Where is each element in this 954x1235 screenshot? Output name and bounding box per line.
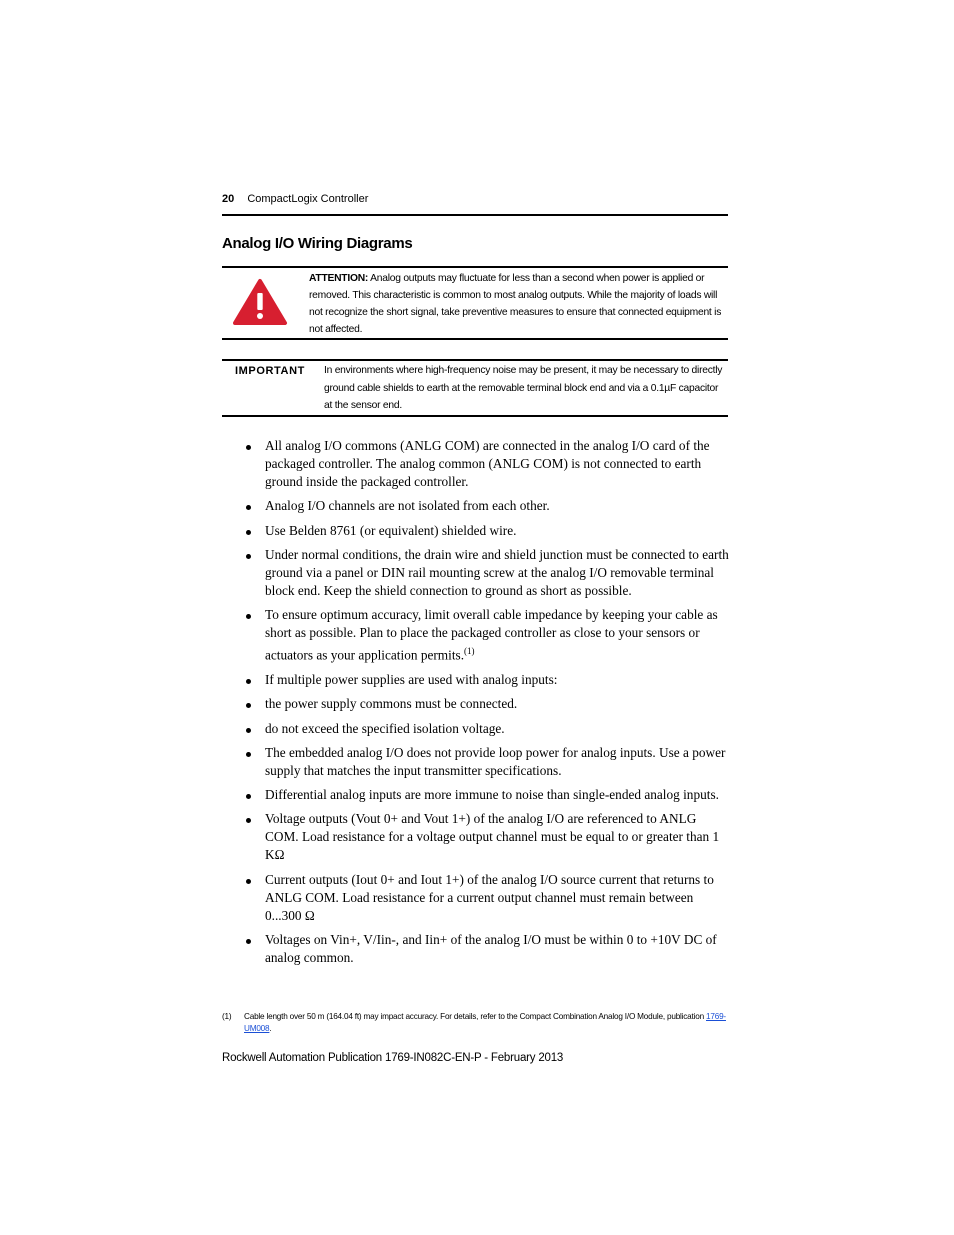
bullet-dot-icon — [246, 939, 251, 944]
bullet-dot-icon — [246, 879, 251, 884]
bullet-dot-icon — [246, 728, 251, 733]
list-item: Voltages on Vin+, V/Iin-, and Iin+ of the analog I/O must be within 0 to +10V DC of analog common. — [244, 931, 730, 967]
page-number: 20 — [222, 193, 235, 205]
list-item: To ensure optimum accuracy, limit overall cable impedance by keeping your cable as short as possible. Plan to place the packaged controller as close to your sensors or actuators as your application permits.$^{(1)}$ — [244, 606, 730, 664]
list-item: Under normal conditions, the drain wire and shield junction must be connected to earth ground via a panel or DIN rail mounting screw at the analog I/O removable terminal block end. Keep the shield connection to ground as short as possible. — [244, 546, 730, 600]
bullet-list — [244, 437, 730, 973]
list-item: The embedded analog I/O does not provide loop power for analog inputs. Use a power supply that matches the input transmitter specifications. — [244, 744, 730, 780]
bullet-dot-icon — [246, 752, 251, 757]
bullet-dot-icon — [246, 614, 251, 619]
section-title: Analog I/O Wiring Diagrams — [222, 235, 413, 252]
footnote-body: Cable length over 50 m (164.04 ft) may impact accuracy. For details, refer to the Compact Combination Analog I/O Module, publication 1769-UM008. — [244, 1012, 726, 1033]
bullet-dot-icon — [246, 679, 251, 684]
list-item: Use Belden 8761 (or equivalent) shielded wire. — [244, 522, 730, 540]
important-label: IMPORTANT — [235, 365, 305, 377]
attention-label: ATTENTION: — [309, 273, 369, 284]
list-item: the power supply commons must be connected. — [244, 695, 730, 713]
bullet-dot-icon — [246, 505, 251, 510]
list-item: Analog I/O channels are not isolated from each other. — [244, 497, 730, 515]
footnote — [222, 1011, 728, 1035]
list-item: All analog I/O commons (ANLG COM) are connected in the analog I/O card of the packaged controller. The analog common (ANLG COM) is not connected to earth ground inside the packaged controller. — [244, 437, 730, 491]
bullet-dot-icon — [246, 794, 251, 799]
attention-box — [222, 266, 728, 340]
attention-text — [309, 270, 723, 338]
header-rule — [222, 214, 728, 216]
list-item: Current outputs (Iout 0+ and Iout 1+) of the analog I/O source current that returns to ANLG COM. Load resistance for a current output channel must remain between 0...300 Ω — [244, 871, 730, 925]
important-box — [222, 359, 728, 417]
warning-triangle-icon — [232, 278, 288, 326]
publication-link[interactable]: 1769-UM008 — [244, 1012, 726, 1033]
important-text: In environments where high-frequency noise may be present, it may be necessary to directly ground cable shields to earth at the removable terminal block end and via a 0.1µF capacitor at the sensor end. — [324, 365, 723, 411]
list-item: Differential analog inputs are more immune to noise than single-ended analog inputs. — [244, 786, 730, 804]
attention-message: Analog outputs may fluctuate for less than a second when power is applied or removed. This characteristic is common to most analog outputs. While the majority of loads will not recognize the short signal, take preventive measures to ensure that connected equipment is not affected. — [309, 273, 722, 335]
publication-footer: Rockwell Automation Publication 1769-IN082C-EN-P - February 2013 — [222, 1052, 564, 1064]
list-item: Voltage outputs (Vout 0+ and Vout 1+) of the analog I/O are referenced to ANLG COM. Load resistance for a voltage output channel must be equal to or greater than 1 KΩ — [244, 810, 730, 864]
bullet-dot-icon — [246, 703, 251, 708]
list-item: do not exceed the specified isolation voltage. — [244, 720, 730, 738]
running-title: CompactLogix Controller — [247, 193, 369, 205]
footnote-text: Cable length over 50 m (164.04 ft) may impact accuracy. For details, refer to the Compact Combination Analog I/O Module, publication — [244, 1012, 707, 1021]
bullet-dot-icon — [246, 818, 251, 823]
bullet-dot-icon — [246, 554, 251, 559]
bullet-dot-icon — [246, 530, 251, 535]
running-header — [222, 193, 728, 205]
bullet-dot-icon — [246, 445, 251, 450]
footnote-ref[interactable]: (1) — [464, 646, 475, 657]
list-item: If multiple power supplies are used with analog inputs: — [244, 671, 730, 689]
footnote-mark: (1) — [222, 1012, 232, 1021]
